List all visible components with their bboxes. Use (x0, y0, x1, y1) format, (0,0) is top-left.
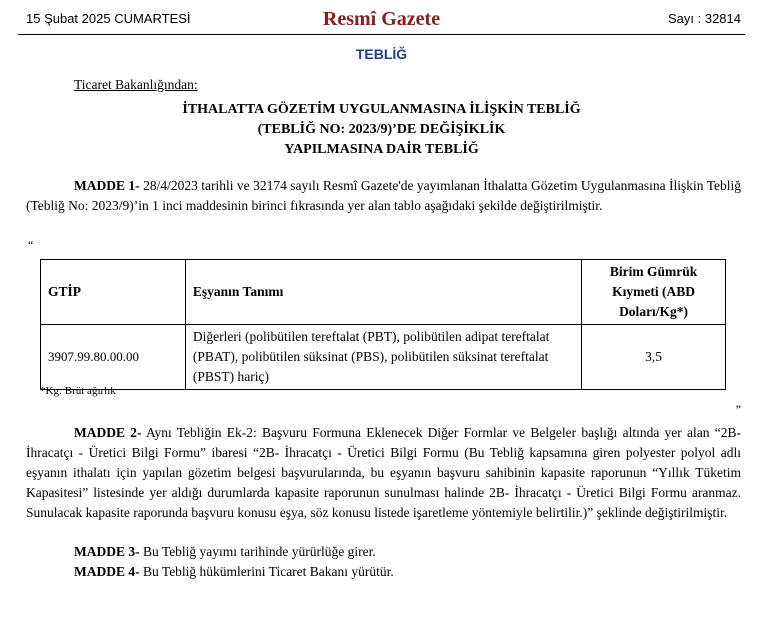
article-2-label: MADDE 2- (74, 425, 142, 440)
closing-quote-mark: ” (735, 402, 741, 416)
article-2-text: Aynı Tebliğin Ek-2: Başvuru Formuna Eklenecek Diğer Formlar ve Belgeler başlığı altında yer alan “2B- İhracatçı - Üretici Bilgi Formu” ibaresi “2B- İhracatçı - Üretici Bilgi Formu (Bu Tebliğ kapsamına giren polyester polyol adlı eşyanın ithalatı için yapılan gözetim belgesi başvurularında, bu eşyanın başvuru sahibinin kapasite raporunun “Yıllık Tüketim Kapasitesi” listesinde yer aldığı durumlarda kapasite raporunun sunulması halinde 2B- İhracatçı - Üretici Bilgi Formu aranmaz. Sunulacak kapasite raporunda başvuru konusu eşya, söz konusu listede işaretleme yöntemiyle belirtilir.)” şeklinde değiştirilmiştir. (26, 425, 741, 520)
cell-customs-value: 3,5 (582, 325, 726, 390)
gazette-title: Resmî Gazete (322, 8, 441, 30)
article-3-text: Bu Tebliğ yayımı tarihinde yürürlüğe girer. (139, 544, 376, 559)
column-header-customs-value: Birim Gümrük Kıymeti (ABD Doları/Kg*) (582, 260, 726, 325)
cell-goods-description: Diğerleri (polibütilen tereftalat (PBT), polibütilen adipat tereftalat (PBAT), polibütilen süksinat (PBS), polibütilen süksinat tereftalat (PBST) hariç) (185, 325, 581, 390)
table-header-row (41, 260, 726, 325)
column-header-description: Eşyanın Tanımı (185, 260, 581, 325)
issuing-institution: Ticaret Bakanlığından: (74, 77, 198, 92)
header-divider (18, 34, 745, 35)
article-2 (26, 423, 741, 523)
article-4-text: Bu Tebliğ hükümlerini Ticaret Bakanı yürütür. (139, 564, 394, 579)
article-1 (26, 176, 741, 216)
gtip-table (40, 259, 726, 390)
article-1-label: MADDE 1- (74, 178, 140, 193)
article-4 (74, 562, 734, 582)
document-title-line-2: (TEBLİĞ NO: 2023/9)’DE DEĞİŞİKLİK (257, 122, 506, 137)
cell-gtip-code: 3907.99.80.00.00 (41, 325, 186, 390)
article-3-label: MADDE 3- (74, 544, 140, 559)
article-1-text: 28/4/2023 tarihli ve 32174 sayılı Resmî Gazete'de yayımlanan İthalatta Gözetim Uygulanmasına İlişkin Tebliğ (Tebliğ No: 2023/9)’in 1 inci maddesinin birinci fıkrasında yer alan tablo aşağıdaki şekilde değiştirilmiştir. (26, 178, 741, 213)
gazette-date: 15 Şubat 2025 CUMARTESİ (26, 11, 191, 26)
document-title (0, 100, 763, 160)
article-4-label: MADDE 4- (74, 564, 140, 579)
column-header-gtip: GTİP (41, 260, 186, 325)
article-3 (74, 542, 734, 562)
document-title-line-3: YAPILMASINA DAİR TEBLİĞ (284, 142, 479, 157)
document-title-line-1: İTHALATTA GÖZETİM UYGULANMASINA İLİŞKİN TEBLİĞ (182, 102, 581, 117)
gazette-issue-number: Sayı : 32814 (668, 11, 741, 26)
opening-quote-mark: “ (28, 238, 34, 252)
table-footnote: *Kg: Brüt ağırlık (40, 385, 116, 397)
section-heading: TEBLİĞ (355, 46, 408, 62)
table-row (41, 325, 726, 390)
